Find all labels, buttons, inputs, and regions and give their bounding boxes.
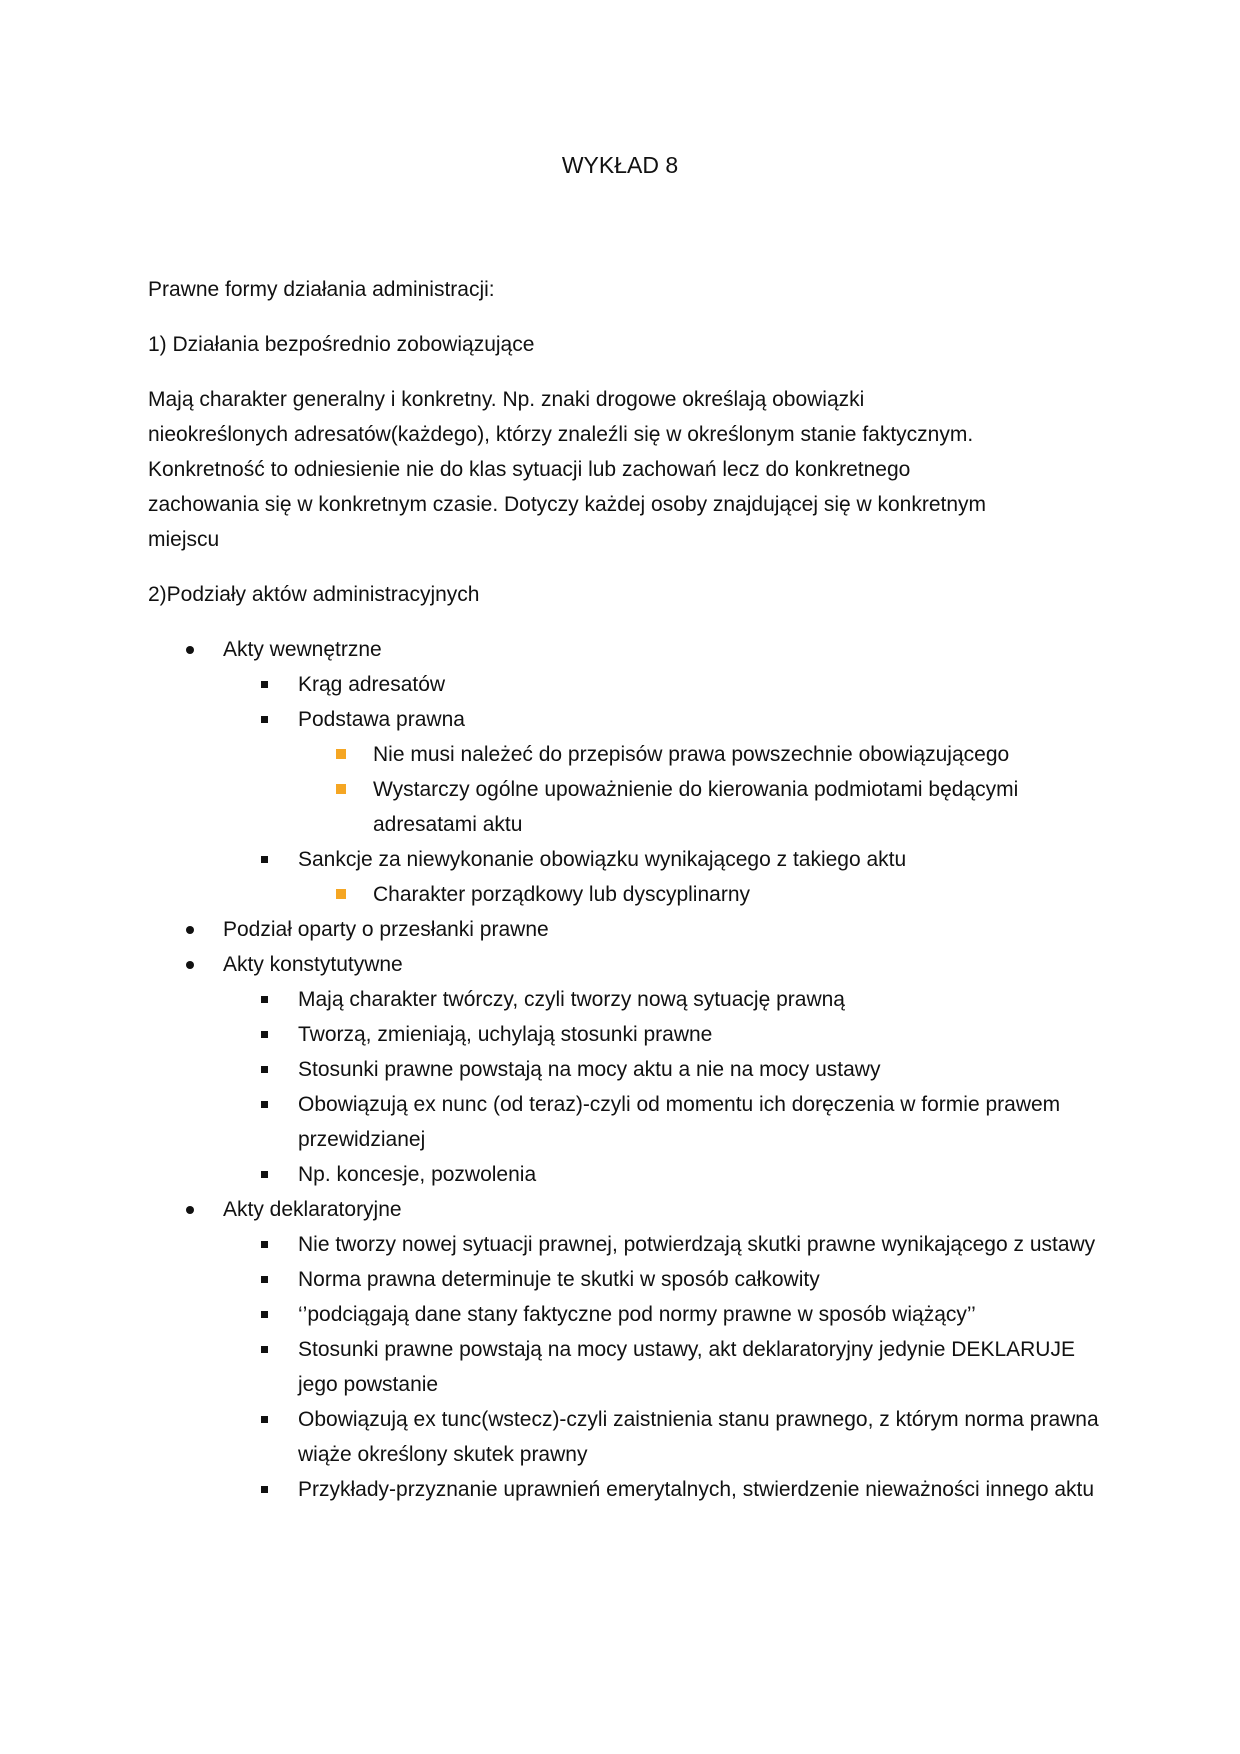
section2-heading: 2)Podziały aktów administracyjnych	[148, 583, 480, 606]
list-item	[298, 737, 1108, 772]
list-item	[223, 1332, 1108, 1402]
list-item	[223, 1087, 1108, 1157]
list-item-declaratory-acts	[148, 1192, 1108, 1507]
list-item-label: Np. koncesje, pozwolenia	[298, 1163, 537, 1186]
list-item	[223, 1262, 1108, 1297]
bullet-square-icon	[261, 1241, 268, 1248]
bullet-square-icon	[261, 1416, 268, 1423]
list-item	[223, 1052, 1108, 1087]
paragraph-line: Mają charakter generalny i konkretny. Np. znaki drogowe określają obowiązki	[148, 388, 865, 411]
list-item	[223, 667, 1108, 702]
list-item-label: Stosunki prawne powstają na mocy ustawy, akt deklaratoryjny jedynie DEKLARUJE jego powstanie	[298, 1338, 1075, 1396]
list-item-internal-acts	[148, 632, 1108, 912]
sublist	[298, 737, 1108, 842]
bullet-orange-square-icon	[336, 889, 346, 899]
list-item	[298, 877, 1108, 912]
list-item-label: Sankcje za niewykonanie obowiązku wynikającego z takiego aktu	[298, 848, 907, 871]
section1-paragraph	[148, 382, 1108, 557]
paragraph-line: Konkretność to odniesienie nie do klas sytuacji lub zachowań lecz do konkretnego	[148, 458, 911, 481]
paragraph-line: miejscu	[148, 528, 220, 551]
list-item-constitutive-acts	[148, 947, 1108, 1192]
bullet-square-icon	[261, 1311, 268, 1318]
bullet-square-icon	[261, 1346, 268, 1353]
list-item-label: Obowiązują ex tunc(wstecz)-czyli zaistnienia stanu prawnego, z którym norma prawna wiąże określony skutek prawny	[298, 1408, 1099, 1466]
list-item	[223, 1402, 1108, 1472]
list-item	[223, 1017, 1108, 1052]
list-item	[223, 842, 1108, 912]
sublist	[223, 982, 1108, 1192]
bullet-square-icon	[261, 1066, 268, 1073]
list-item-label: Nie tworzy nowej sytuacji prawnej, potwierdzają skutki prawne wynikającego z ustawy	[298, 1233, 1096, 1256]
list-item-label: Podstawa prawna	[298, 708, 465, 731]
bullet-square-icon	[261, 1276, 268, 1283]
list-item	[223, 982, 1108, 1017]
section1-heading: 1) Działania bezpośrednio zobowiązujące	[148, 333, 535, 356]
list-item-label: Tworzą, zmieniają, uchylają stosunki prawne	[298, 1023, 713, 1046]
bullet-square-icon	[261, 716, 268, 723]
bullet-square-icon	[261, 1486, 268, 1493]
bullet-square-icon	[261, 1031, 268, 1038]
list-item-label: Charakter porządkowy lub dyscyplinarny	[373, 883, 751, 906]
list-item-label: Nie musi należeć do przepisów prawa powszechnie obowiązującego	[373, 743, 1010, 766]
list-item-label: Akty konstytutywne	[223, 953, 403, 976]
document-body	[148, 272, 1108, 1507]
list-item-label: Stosunki prawne powstają na mocy aktu a nie na mocy ustawy	[298, 1058, 881, 1081]
list-item	[223, 1472, 1108, 1507]
bullet-dot-icon	[186, 646, 194, 654]
bullet-square-icon	[261, 681, 268, 688]
list-item-label: Podział oparty o przesłanki prawne	[223, 918, 549, 941]
list-item-label: Przykłady-przyznanie uprawnień emerytalnych, stwierdzenie nieważności innego aktu	[298, 1478, 1095, 1501]
list-item-label: Wystarczy ogólne upoważnienie do kierowania podmiotami będącymi adresatami aktu	[373, 778, 1019, 836]
bullet-square-icon	[261, 1101, 268, 1108]
bullet-orange-square-icon	[336, 749, 346, 759]
list-item-legal-premises	[148, 912, 1108, 947]
page-title: WYKŁAD 8	[561, 152, 679, 178]
list-item-label: Akty wewnętrzne	[223, 638, 382, 661]
bullet-orange-square-icon	[336, 784, 346, 794]
intro-text: Prawne formy działania administracji:	[148, 278, 495, 301]
list-item	[223, 1227, 1108, 1262]
bullet-dot-icon	[186, 926, 194, 934]
list-item-label: Akty deklaratoryjne	[223, 1198, 402, 1221]
list-item	[223, 702, 1108, 842]
bullet-dot-icon	[186, 1206, 194, 1214]
list-item	[223, 1157, 1108, 1192]
list-item	[223, 1297, 1108, 1332]
acts-list	[148, 632, 1108, 1507]
bullet-dot-icon	[186, 961, 194, 969]
sublist	[223, 667, 1108, 912]
sublist	[223, 1227, 1108, 1507]
sublist	[298, 877, 1108, 912]
bullet-square-icon	[261, 856, 268, 863]
paragraph-line: zachowania się w konkretnym czasie. Dotyczy każdej osoby znajdującej się w konkretnym	[148, 493, 987, 516]
paragraph-line: nieokreślonych adresatów(każdego), którzy znaleźli się w określonym stanie faktycznym.	[148, 423, 974, 446]
list-item-label: Krąg adresatów	[298, 673, 446, 696]
list-item	[298, 772, 1108, 842]
list-item-label: Norma prawna determinuje te skutki w sposób całkowity	[298, 1268, 820, 1291]
bullet-square-icon	[261, 1171, 268, 1178]
list-item-label: ‘’podciągają dane stany faktyczne pod normy prawne w sposób wiążący’’	[298, 1303, 976, 1326]
bullet-square-icon	[261, 996, 268, 1003]
list-item-label: Obowiązują ex nunc (od teraz)-czyli od momentu ich doręczenia w formie prawem przewidzianej	[298, 1093, 1061, 1151]
list-item-label: Mają charakter twórczy, czyli tworzy nową sytuację prawną	[298, 988, 845, 1011]
